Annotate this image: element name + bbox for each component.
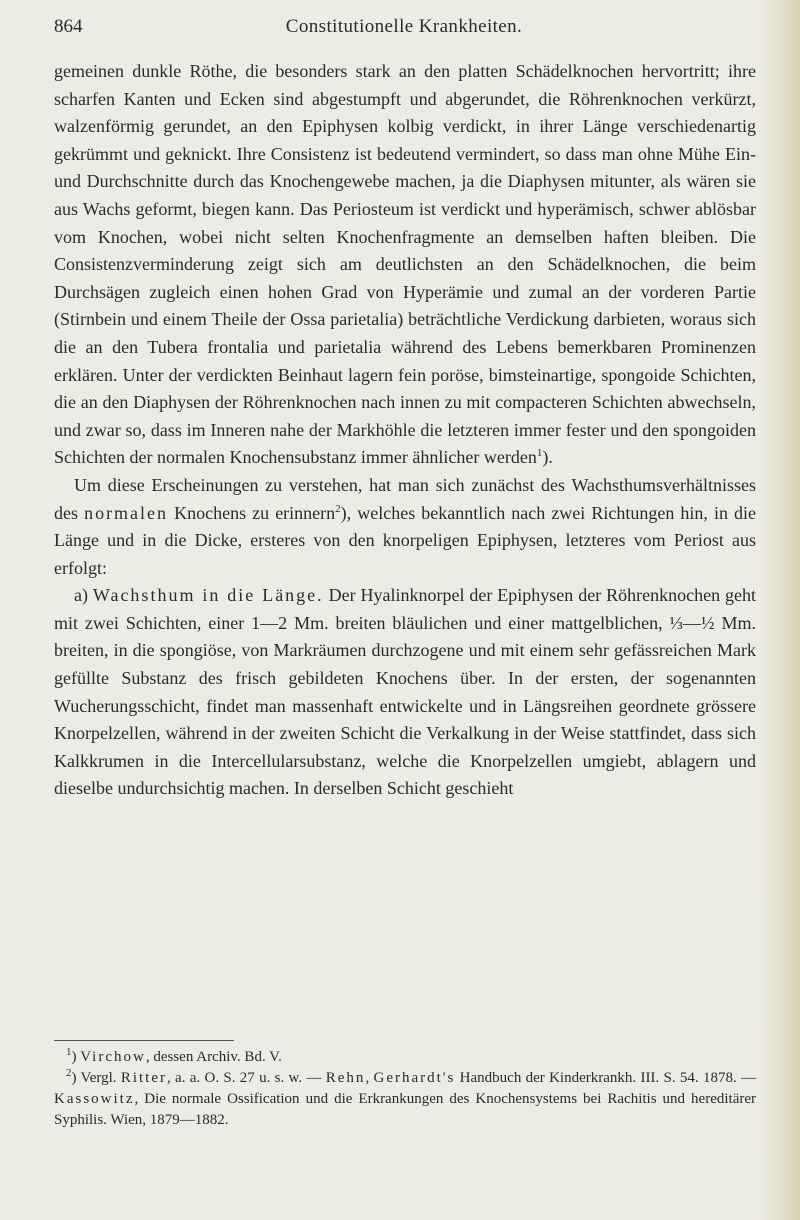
footnote-2-tail: , Die normale Ossification und die Erkrankungen des Knochensystems bei Rachitis und hereditärer Syphilis. Wien, 1879—1882. xyxy=(54,1091,756,1128)
footnote-2-mid-a: , a. a. O. S. 27 u. s. w. — xyxy=(167,1070,326,1086)
footnote-2-author-b: Rehn xyxy=(325,1070,366,1086)
paragraph-2 xyxy=(54,472,756,582)
footnote-rule xyxy=(54,1040,234,1041)
footnote-1-mark: 1 xyxy=(66,1046,72,1058)
footnote-ref-1: 1 xyxy=(536,447,543,460)
footnote-1: $^1$) Virchow, dessen Archiv. Bd. V. xyxy=(66,1046,282,1065)
footnote-1-text: , dessen Archiv. Bd. V. xyxy=(145,1049,282,1065)
footnotes xyxy=(54,1040,756,1131)
paragraph-3-heading: Wachsthum in die Länge. xyxy=(92,585,324,606)
footnote-2: $^2$) Vergl. Ritter, a. a. O. S. 27 u. s. w. — Rehn, Gerhardt's Handbuch der Kinderkrankh. III. S. 54. 1878. — Kassowitz, Die normale Ossification und die Erkrankungen des Knochensystems bei Rachitis und hereditärer Syphilis. Wien, 1879—1882. xyxy=(54,1067,757,1128)
paragraph-2-emphasis: normalen xyxy=(84,502,169,523)
footnote-2-mid-c: Handbuch der Kinderkrankh. III. S. 54. 1878. — xyxy=(455,1070,757,1086)
page-number: 864 xyxy=(54,16,83,37)
paragraph-2-mid: Knochens zu erinnern xyxy=(168,502,336,523)
paragraph-3-lead: a) xyxy=(74,585,93,606)
footnote-2-author-d: Kassowitz xyxy=(54,1091,135,1107)
page-edge-shadow xyxy=(760,0,800,1220)
paragraph-3 xyxy=(54,582,756,803)
page-header xyxy=(54,16,754,46)
running-title: Constitutionelle Krankheiten. xyxy=(285,16,523,37)
paragraph-1-text: gemeinen dunkle Röthe, die besonders stark an den platten Schädelknochen hervortritt; ihre scharfen Kanten und Ecken sind abgestumpft und abgerundet, die Röhrenknochen verkürzt, walzenförmig gerundet, an den Epiphysen kolbig verdickt, in ihrer Länge verschiedenartig gekrümmt und geknickt. Ihre Consistenz ist bedeutend vermindert, so dass man ohne Mühe Ein- und Durchschnitte durch das Knochengewebe machen, ja die Diaphysen mitunter, als wären sie aus Wachs geformt, biegen kann. Das Periosteum ist verdickt und hyperämisch, schwer ablösbar vom Knochen, wobei nicht selten Knochenfragmente an demselben haften bleiben. Die Consistenzverminderung zeigt sich am deutlichsten an den Schädelknochen, die beim Durchsägen zugleich einen hohen Grad von Hyperämie und zumal an der vorderen Partie (Stirnbein und einem Theile der Ossa parietalia) beträchtliche Verdickung darbieten, woraus sich die an den Tubera frontalia und parietalia während des Lebens bemerkbaren Prominenzen erklären. Unter der verdickten Beinhaut lagern fein poröse, bimsteinartige, spongoide Schichten, die an den Diaphysen der Röhrenknochen nach innen zu mit compacteren Schichten abwechseln, und zwar so, dass im Inneren nahe der Markhöhle die letzteren immer fester und den spongoiden Schichten der normalen Knochensubstanz immer ähnlicher werden xyxy=(54,61,756,468)
footnote-2-author-c: Gerhardt's xyxy=(373,1070,456,1086)
footnote-2-mid-b: , xyxy=(365,1070,374,1086)
paragraph-1 xyxy=(54,58,756,472)
paragraph-2-tail: ), welches bekanntlich nach zwei Richtungen hin, in die Länge und in die Dicke, ersteres von den knorpeligen Epiphysen, letzteres vom Periost aus erfolgt: xyxy=(54,502,757,578)
footnote-2-author-a: Ritter xyxy=(120,1070,167,1086)
paragraph-2-lead: Um diese Erscheinungen zu verstehen, hat man sich zunächst des Wachsthumsverhältnisses des xyxy=(54,474,756,523)
paragraph-1-tail: ). xyxy=(542,447,553,468)
paragraph-3-text: Der Hyalinknorpel der Epiphysen der Röhrenknochen geht mit zwei Schichten, einer 1—2 Mm. breiten bläulichen und einer mattgelblichen, ⅓—½ Mm. breiten, in die spongiöse, von Markräumen durchzogene und mit einem sehr gefässreichen Mark gefüllte Substanz des frisch gebildeten Knochens über. In der ersten, der sogenannten Wucherungsschicht, findet man massenhaft entwickelte und in Längsreihen geordnete grössere Knorpelzellen, während in der zweiten Schicht die Verkalkung in der Weise stattfindet, dass sich Kalkkrumen in die Intercellularsubstanz, welche die Knorpelzellen umgiebt, ablagern und dieselbe undurchsichtig machen. In derselben Schicht geschieht xyxy=(54,585,756,799)
footnote-ref-2: 2 xyxy=(335,502,341,515)
footnote-2-mark: 2 xyxy=(66,1067,72,1079)
footnote-2-lead: Vergl. xyxy=(80,1070,121,1086)
body-text xyxy=(54,58,756,803)
footnote-1-author: Virchow xyxy=(80,1049,146,1065)
